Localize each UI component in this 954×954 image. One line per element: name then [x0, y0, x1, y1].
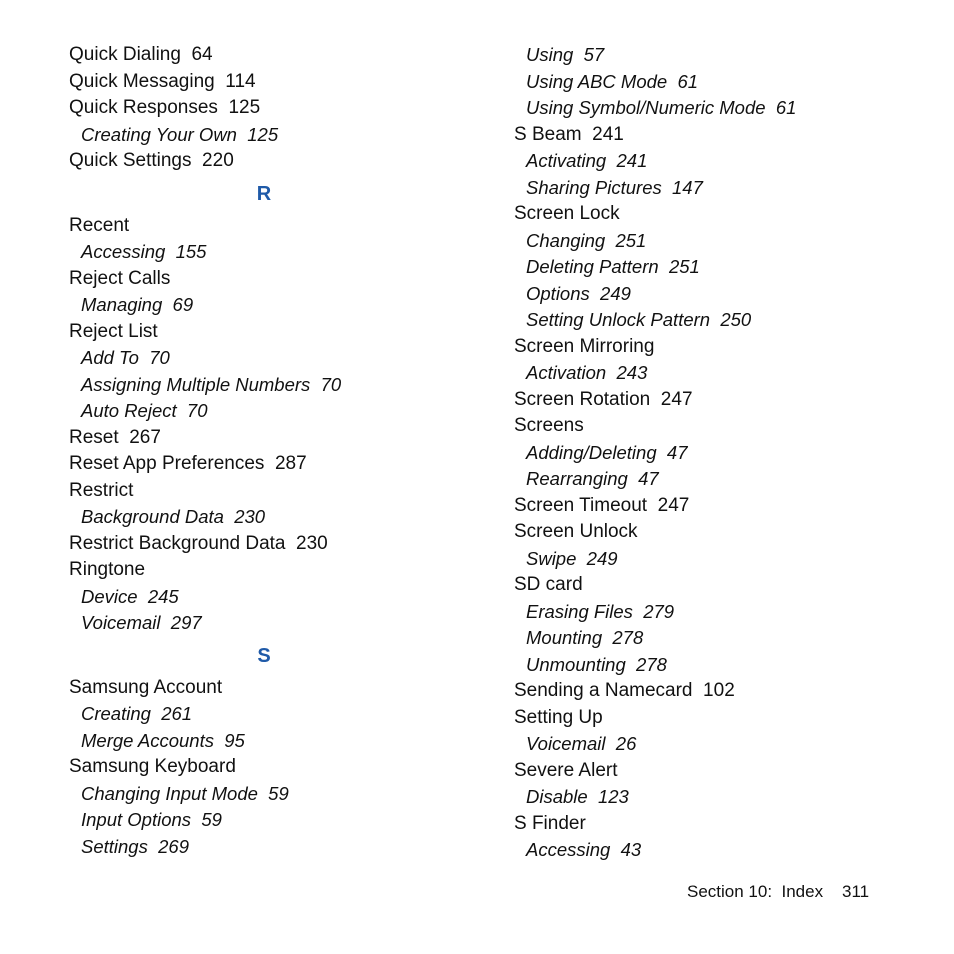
index-entry: S Finder [514, 812, 586, 834]
index-subentry: Auto Reject 70 [81, 400, 208, 421]
index-entry: S Beam 241 [514, 123, 624, 145]
index-subentry: Adding/Deleting 47 [526, 441, 688, 463]
index-entry: Screen Unlock [514, 521, 638, 542]
index-entry: Quick Responses 125 [69, 97, 261, 118]
index-subentry: Activating 241 [526, 150, 648, 171]
section-letter-heading: S [257, 644, 271, 667]
index-subentry: Background Data 230 [81, 506, 266, 527]
index-entry: Reject List [69, 320, 158, 342]
section-letter-heading: R [256, 182, 272, 205]
index-subentry: Input Options 59 [81, 809, 222, 830]
index-subentry: Using 57 [526, 44, 605, 65]
index-subentry: Add To 70 [81, 347, 170, 368]
index-entry: Setting Up [514, 706, 603, 728]
index-subentry: Disable 123 [526, 786, 629, 807]
index-subentry: Activation 243 [526, 362, 648, 383]
index-entry: Screen Rotation 247 [514, 388, 693, 410]
index-subentry: Mounting 278 [526, 627, 644, 648]
index-subentry: Voicemail 26 [526, 733, 637, 754]
index-subentry: Setting Unlock Pattern 250 [526, 309, 752, 330]
index-subentry: Rearranging 47 [526, 468, 659, 489]
index-entry: Screen Mirroring [514, 335, 655, 357]
index-column-left [69, 42, 479, 860]
index-entry: Restrict [69, 479, 134, 501]
index-entry: Reset App Preferences 287 [69, 453, 307, 474]
index-subentry: Deleting Pattern 251 [526, 256, 700, 277]
index-entry: Samsung Keyboard [69, 756, 236, 777]
index-entry: Quick Messaging 114 [69, 70, 256, 92]
index-subentry: Device 245 [81, 585, 179, 607]
index-subentry: Using ABC Mode 61 [526, 70, 699, 92]
index-subentry: Creating 261 [81, 703, 193, 724]
index-entry: Severe Alert [514, 759, 618, 781]
index-subentry: Unmounting 278 [526, 653, 667, 675]
index-entry: Screen Lock [514, 203, 620, 224]
index-subentry: Settings 269 [81, 835, 189, 857]
index-subentry: Voicemail 297 [81, 612, 202, 633]
index-subentry: Changing Input Mode 59 [81, 782, 289, 804]
index-subentry: Using Symbol/Numeric Mode 61 [526, 97, 797, 118]
index-entry: Quick Dialing 64 [69, 44, 213, 65]
index-subentry: Managing 69 [81, 294, 194, 315]
page-footer: Section 10: Index 311 [687, 882, 870, 901]
index-subentry: Assigning Multiple Numbers 70 [81, 373, 342, 395]
index-entry: SD card [514, 574, 583, 595]
index-entry: Screens [514, 415, 584, 436]
index-subentry: Creating Your Own 125 [81, 123, 279, 145]
index-subentry: Changing 251 [526, 229, 647, 251]
index-subentry: Sharing Pictures 147 [526, 176, 703, 198]
index-subentry: Accessing 43 [526, 839, 642, 860]
index-entry: Ringtone [69, 559, 146, 580]
index-entry: Screen Timeout 247 [514, 494, 690, 516]
index-entry: Samsung Account [69, 676, 223, 698]
index-entry: Sending a Namecard 102 [514, 680, 735, 701]
index-entry: Recent [69, 214, 130, 236]
index-column-right [514, 42, 914, 864]
index-subentry: Swipe 249 [526, 547, 618, 569]
index-subentry: Accessing 155 [81, 241, 207, 262]
index-subentry: Merge Accounts 95 [81, 729, 245, 751]
index-entry: Reject Calls [69, 267, 171, 289]
index-entry: Reset 267 [69, 426, 161, 448]
index-entry: Quick Settings 220 [69, 150, 234, 171]
index-subentry: Erasing Files 279 [526, 600, 675, 622]
index-entry: Restrict Background Data 230 [69, 532, 328, 554]
index-subentry: Options 249 [526, 282, 631, 304]
